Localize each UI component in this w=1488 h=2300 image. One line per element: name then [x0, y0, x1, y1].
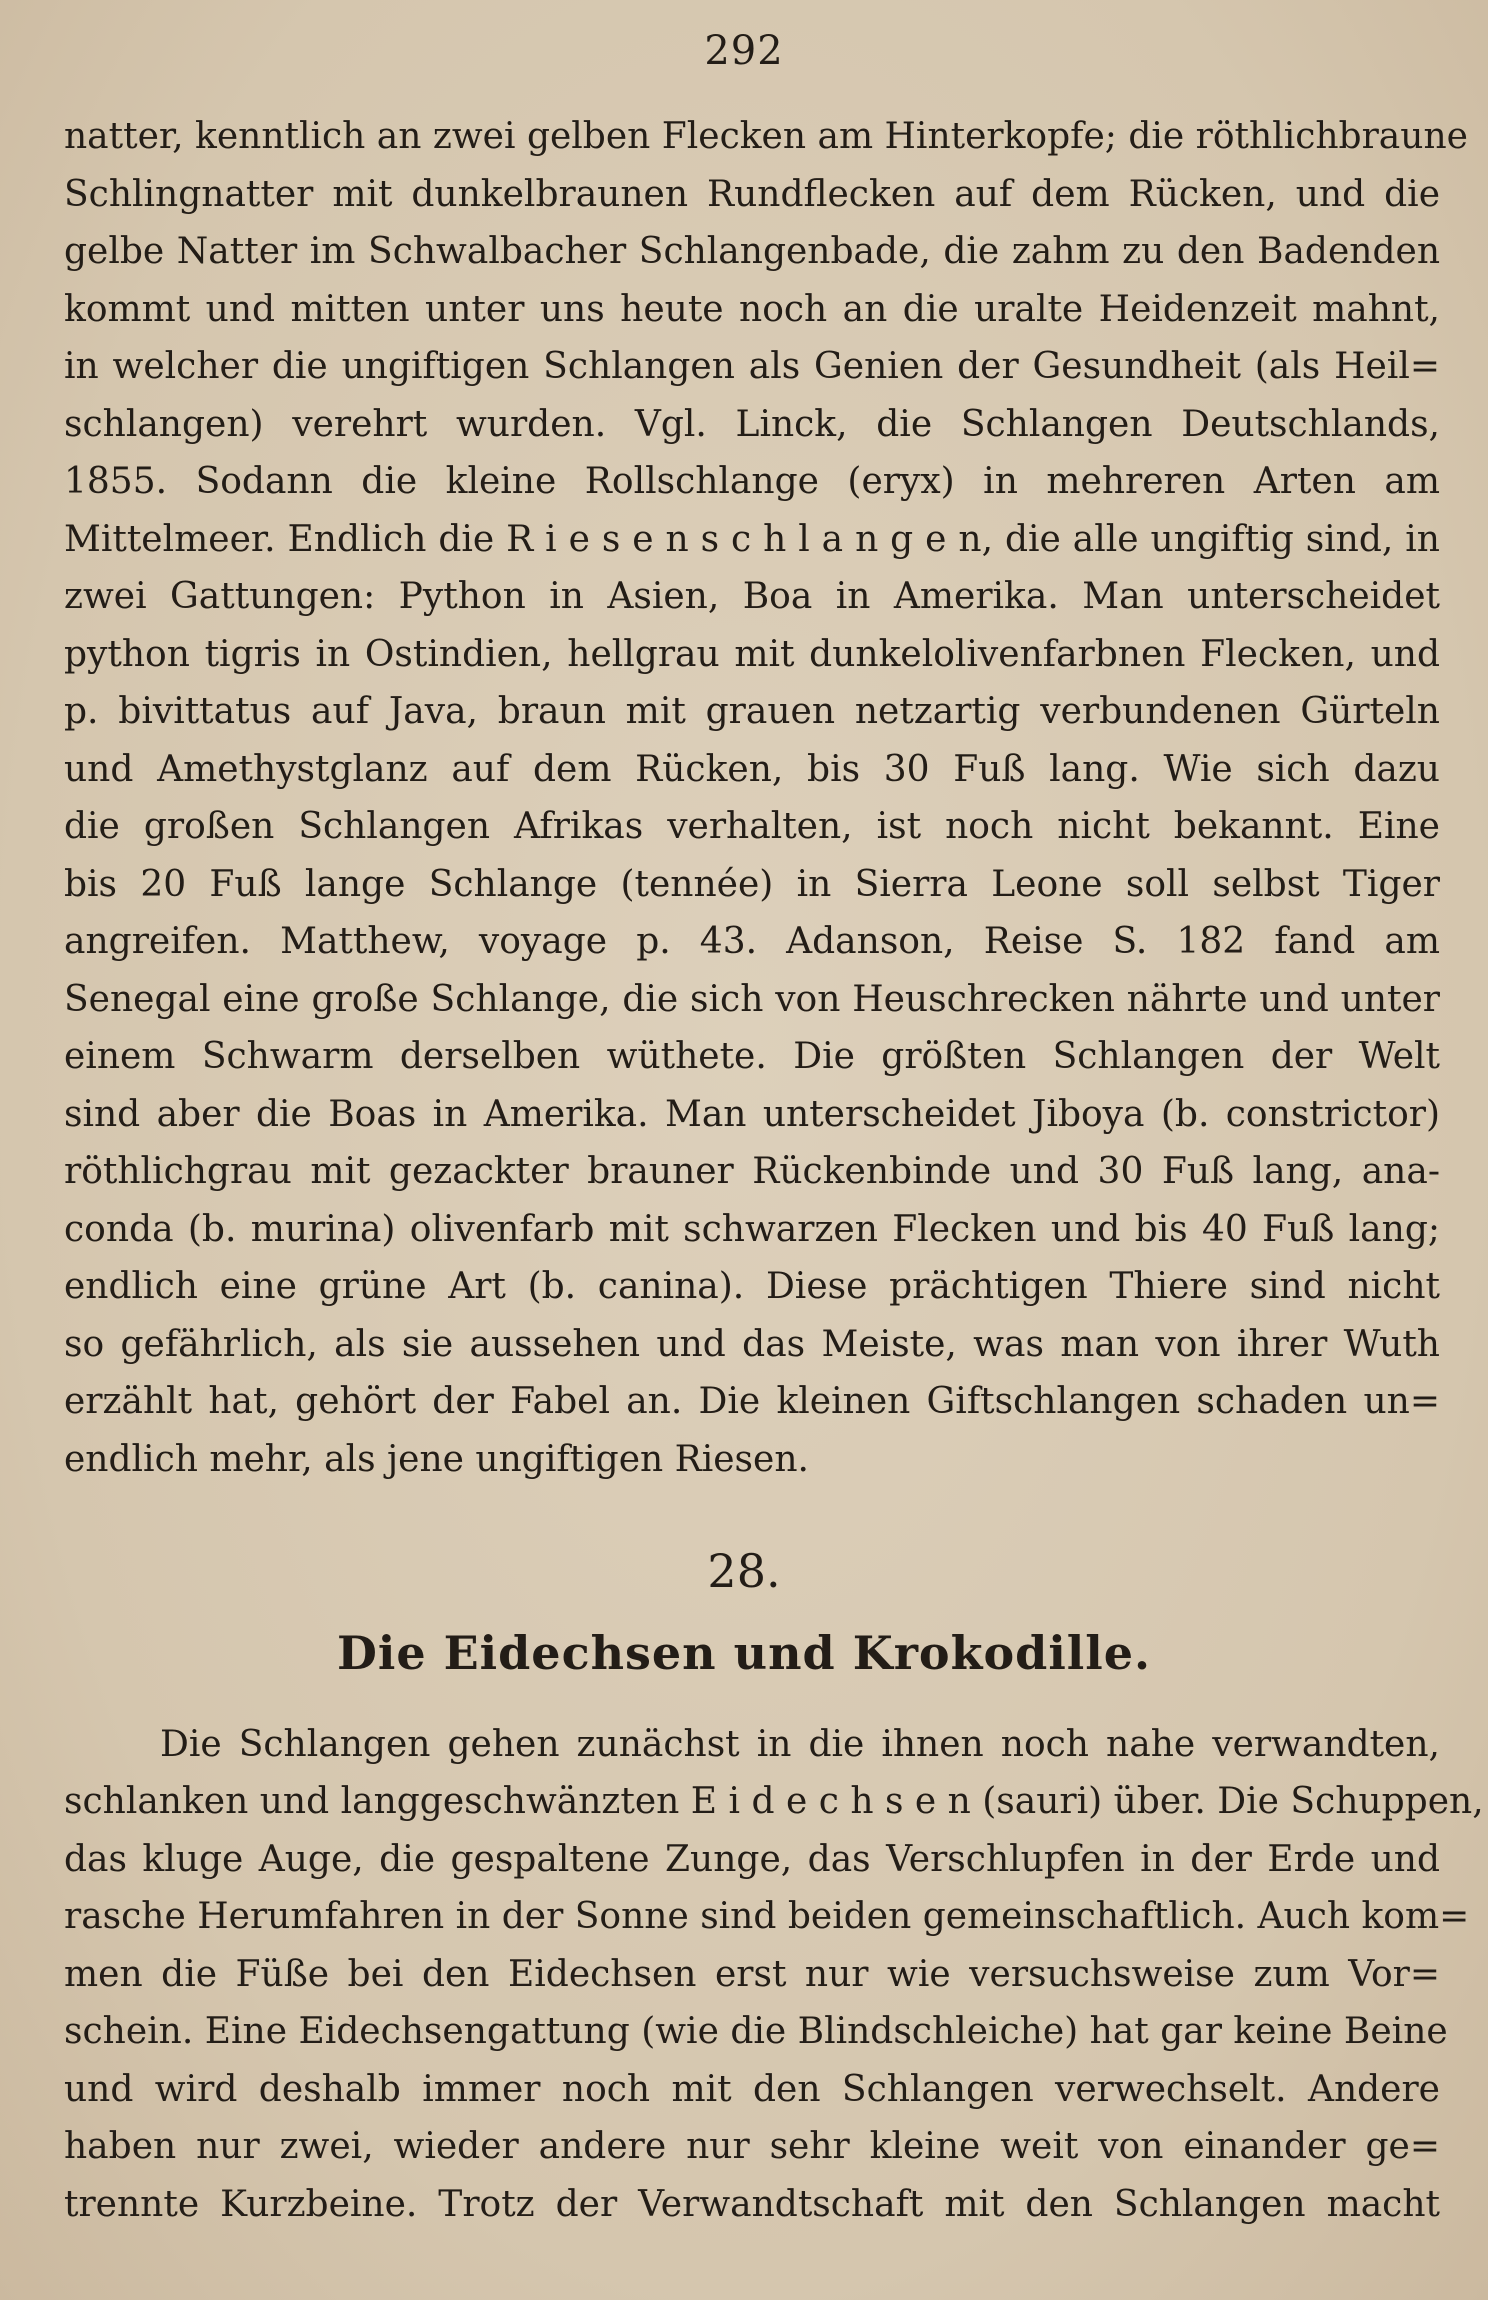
text-line: einem Schwarm derselben wüthete. Die größten Schlangen der Welt [64, 1036, 1440, 1077]
text-line: natter, kenntlich an zwei gelben Flecken am Hinterkopfe; die röthlichbraune [64, 116, 1468, 157]
text-line: p. bivittatus auf Java, braun mit grauen netzartig verbundenen Gürteln [64, 691, 1440, 732]
text-line: python tigris in Ostindien, hellgrau mit dunkelolivenfarbnen Flecken, und [64, 634, 1440, 675]
text-line: erzählt hat, gehört der Fabel an. Die kleinen Giftschlangen schaden un= [64, 1381, 1440, 1422]
text-line: schlanken und langgeschwänzten E i d e c h s e n (sauri) über. Die Schuppen, [64, 1781, 1484, 1822]
section-title: Die Eidechsen und Krokodille. [336, 1626, 1152, 1680]
text-line: zwei Gattungen: Python in Asien, Boa in Amerika. Man unterscheidet [64, 576, 1440, 617]
section-number: 28. [707, 1544, 781, 1598]
text-line: haben nur zwei, wieder andere nur sehr kleine weit von einander ge= [64, 2126, 1440, 2167]
text-line: Schlingnatter mit dunkelbraunen Rundflecken auf dem Rücken, und die [64, 174, 1440, 215]
text-line: trennte Kurzbeine. Trotz der Verwandtschaft mit den Schlangen macht [64, 2184, 1440, 2225]
text-line: Senegal eine große Schlange, die sich von Heuschrecken nährte und unter [64, 979, 1440, 1020]
text-line: endlich eine grüne Art (b. canina). Diese prächtigen Thiere sind nicht [64, 1266, 1440, 1307]
text-line: gelbe Natter im Schwalbacher Schlangenbade, die zahm zu den Badenden [64, 231, 1440, 272]
text-line: schein. Eine Eidechsengattung (wie die Blindschleiche) hat gar keine Beine [64, 2011, 1448, 2052]
text-line: 1855. Sodann die kleine Rollschlange (eryx) in mehreren Arten am [64, 461, 1440, 502]
page-number: 292 [704, 28, 784, 74]
text-line: endlich mehr, als jene ungiftigen Riesen. [64, 1439, 809, 1480]
text-line: sind aber die Boas in Amerika. Man unterscheidet Jiboya (b. constrictor) [64, 1094, 1440, 1135]
text-line: rasche Herumfahren in der Sonne sind beiden gemeinschaftlich. Auch kom= [64, 1896, 1470, 1937]
text-line: in welcher die ungiftigen Schlangen als Genien der Gesundheit (als Heil= [64, 346, 1440, 387]
text-line: conda (b. murina) olivenfarb mit schwarzen Flecken und bis 40 Fuß lang; [64, 1209, 1440, 1250]
text-line: Die Schlangen gehen zunächst in die ihnen noch nahe verwandten, [160, 1724, 1440, 1765]
text-line: schlangen) verehrt wurden. Vgl. Linck, die Schlangen Deutschlands, [64, 404, 1440, 445]
text-line: das kluge Auge, die gespaltene Zunge, das Verschlupfen in der Erde und [64, 1839, 1440, 1880]
text-line: men die Füße bei den Eidechsen erst nur wie versuchsweise zum Vor= [64, 1954, 1440, 1995]
text-line: so gefährlich, als sie aussehen und das Meiste, was man von ihrer Wuth [64, 1324, 1440, 1365]
text-line: angreifen. Matthew, voyage p. 43. Adanson, Reise S. 182 fand am [64, 921, 1440, 962]
text-line: und Amethystglanz auf dem Rücken, bis 30 Fuß lang. Wie sich dazu [64, 749, 1440, 790]
text-line: bis 20 Fuß lange Schlange (tennée) in Sierra Leone soll selbst Tiger [64, 864, 1440, 905]
text-line: und wird deshalb immer noch mit den Schlangen verwechselt. Andere [64, 2069, 1440, 2110]
text-line: kommt und mitten unter uns heute noch an die uralte Heidenzeit mahnt, [64, 289, 1440, 330]
text-line: röthlichgrau mit gezackter brauner Rückenbinde und 30 Fuß lang, ana- [64, 1151, 1440, 1192]
text-line: Mittelmeer. Endlich die R i e s e n s c h l a n g e n, die alle ungiftig sind, in [64, 519, 1440, 560]
text-line: die großen Schlangen Afrikas verhalten, ist noch nicht bekannt. Eine [64, 806, 1440, 847]
